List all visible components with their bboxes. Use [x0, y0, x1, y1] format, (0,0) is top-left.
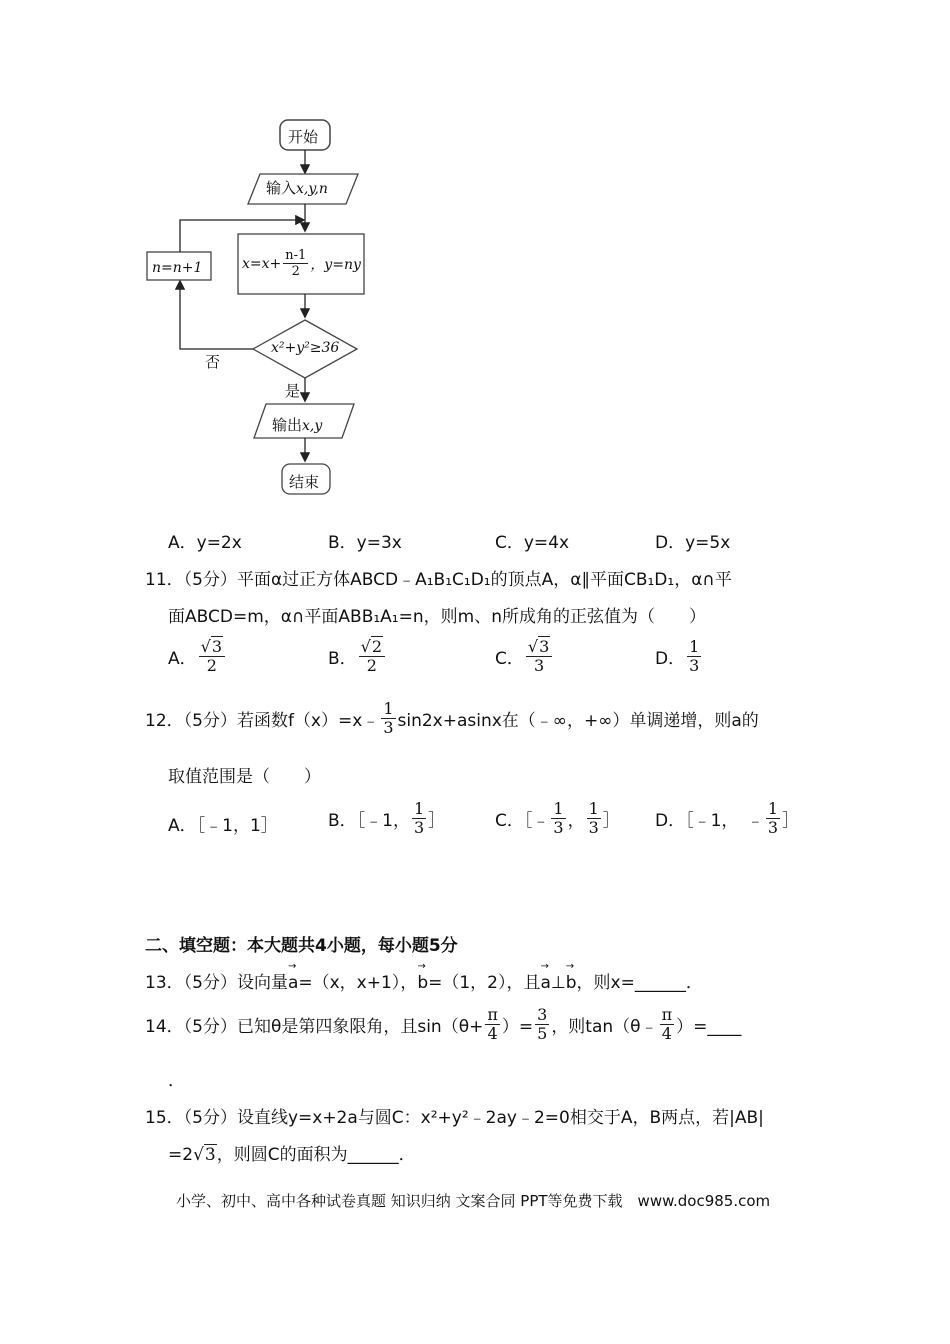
q12-option-d: D．［﹣1， ﹣ $\frac{1}{3}$ ］ [655, 799, 800, 837]
q11-option-d: D． $\frac{1}{3}$ [655, 637, 700, 675]
q15-line1: 15．（5分）设直线y=x+2a与圆C：x²+y²﹣2ay﹣2=0相交于A，B两点，若|AB| [145, 1108, 764, 1128]
process-label: x=x+ $\frac{n-1}{2}$ ，y=ny [242, 248, 361, 279]
q11-line1: 11．（5分）平面α过正方体ABCD﹣A₁B₁C₁D₁的顶点A，α∥平面CB₁D₁，α∩平 [145, 570, 732, 590]
no-label: 否 [205, 353, 221, 371]
q15-line2: =2√3，则圆C的面积为______． [168, 1145, 416, 1165]
q10-option-b: B．y=3x [328, 533, 402, 553]
q12-option-a: A．［﹣1，1］ [168, 816, 278, 836]
q11-option-a: A． $\frac{√3}{2}$ [168, 638, 227, 675]
q10-option-c: C．y=4x [495, 533, 570, 553]
q10-option-d: D．y=5x [655, 533, 731, 553]
section-title: 二、填空题：本大题共4小题，每小题5分 [145, 936, 458, 956]
q12-line2: 取值范围是（ ） [168, 767, 321, 787]
output-label: 输出x,y [272, 416, 323, 434]
increment-label: n=n+1 [152, 260, 203, 276]
yes-label: 是 [285, 382, 301, 400]
q12-option-c: C．［﹣ $\frac{1}{3}$ ， $\frac{1}{3}$ ］ [495, 799, 620, 837]
vector-b: → b [417, 973, 428, 993]
condition-label: x²+y²≥36 [271, 340, 340, 356]
q11-option-c: C． $\frac{√3}{3}$ [495, 638, 554, 675]
footer-text: 小学、初中、高中各种试卷真题 知识归纳 文案合同 PPT等免费下载 www.doc985.com [176, 1192, 771, 1210]
q13-line: 13．（5分）设向量→ a=（x，x+1），→ b=（1，2），且→ a⊥→ b，则x=______． [145, 968, 703, 993]
q14-line2: ． [168, 1071, 185, 1091]
q10-option-a: A．y=2x [168, 533, 242, 553]
q12-line1: 12．（5分）若函数f（x）=x﹣ $\frac{1}{3}$ sin2x+asinx在（﹣∞，+∞）单调递增，则a的 [145, 699, 759, 737]
vector-a: → a [288, 973, 298, 993]
flowchart [140, 112, 380, 502]
start-label: 开始 [288, 128, 319, 146]
q12-option-b: B．［﹣1， $\frac{1}{3}$ ］ [328, 799, 446, 837]
q11-option-b: B． $\frac{√2}{2}$ [328, 638, 387, 675]
q11-line2: 面ABCD=m，α∩平面ABB₁A₁=n，则m、n所成角的正弦值为（ ） [168, 607, 706, 627]
end-label: 结束 [289, 473, 320, 491]
q14-line1: 14．（5分）已知θ是第四象限角，且sin（θ+ $\frac{\pi}{4}$ ）= $\frac{3}{5}$ ，则tan（θ﹣ $\frac{\pi}{4}$ ）=____ [145, 1005, 742, 1043]
input-label: 输入x,y,n [266, 179, 328, 197]
